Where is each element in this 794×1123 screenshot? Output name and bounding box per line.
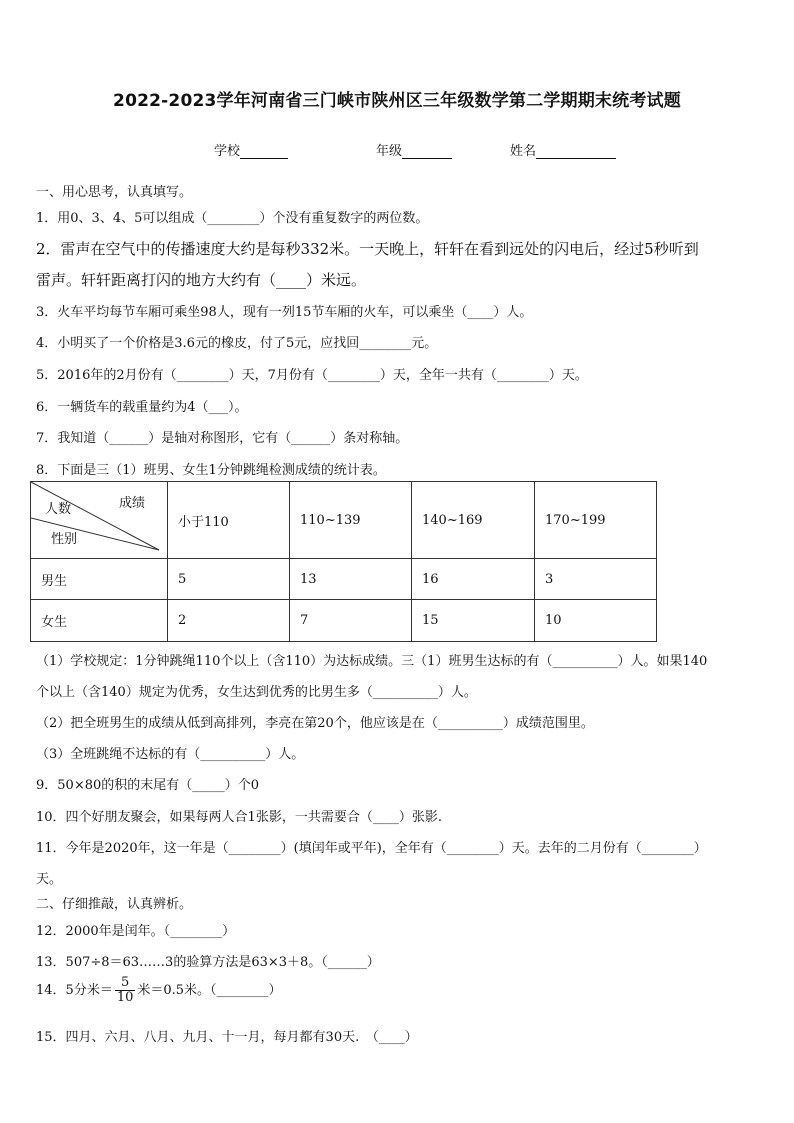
grade-blank[interactable]: [402, 144, 452, 159]
fraction-denominator: 10: [116, 990, 134, 1005]
header-cell: 小于110: [168, 482, 290, 559]
question-8-3: （3）全班跳绳不达标的有（__________）人。: [36, 747, 305, 762]
question-6: 6．一辆货车的载重量约为4（___）。: [36, 400, 248, 415]
corner-score-label: 成绩: [119, 496, 146, 511]
page-title: 2022-2023学年河南省三门峡市陕州区三年级数学第二学期期末统考试题: [113, 91, 681, 111]
table-row-boys: [31, 559, 657, 600]
question-11-line-2: 天。: [36, 872, 63, 887]
school-blank[interactable]: [240, 144, 288, 159]
section-1-heading: 一、用心思考，认真填写。: [36, 185, 193, 200]
fraction-numerator: 5: [115, 976, 136, 991]
question-11-line-1: 11．今年是2020年，这一年是（________）(填闰年或平年)，全年有（________）天。去年的二月份有（________）: [36, 841, 707, 856]
name-label: 姓名: [510, 144, 537, 159]
question-2-line-1: 2．雷声在空气中的传播速度大约是每秒332米。一天晚上，轩轩在看到远处的闪电后，经过5秒听到: [36, 240, 699, 258]
question-8-2: （2）把全班男生的成绩从低到高排列，李亮在第20个，他应该是在（__________）成绩范围里。: [36, 716, 594, 731]
table-cell: 7: [290, 600, 412, 642]
grade-field: [376, 140, 452, 159]
question-9: 9．50×80的积的末尾有（_____）个0: [36, 778, 260, 793]
section-2-heading: 二、仔细推敲，认真辨析。: [36, 897, 193, 912]
row-label: 男生: [31, 559, 168, 600]
question-8: 8．下面是三（1）班男、女生1分钟跳绳检测成绩的统计表。: [36, 463, 386, 478]
q14-suffix: 米＝0.5米。（________）: [137, 983, 282, 998]
table-cell: 2: [168, 600, 290, 642]
table-cell: 13: [290, 559, 412, 600]
question-2-line-2: 雷声。轩轩距离打闪的地方大约有（____）米远。: [36, 271, 367, 289]
corner-count-label: 人数: [45, 502, 72, 517]
table-cell: 16: [412, 559, 535, 600]
question-10: 10．四个好朋友聚会，如果每两人合1张影，一共需要合（____）张影.: [36, 810, 442, 825]
question-4: 4．小明买了一个价格是3.6元的橡皮，付了5元，应找回________元。: [36, 336, 438, 351]
question-14: [36, 976, 282, 1005]
question-8-1-line-2: 个以上（含140）规定为优秀，女生达到优秀的比男生多（__________）人。: [36, 685, 477, 700]
table-corner-header: [31, 482, 168, 559]
question-8-1-line-1: （1）学校规定：1分钟跳绳110个以上（含110）为达标成绩。三（1）班男生达标的有（__________）人。如果140: [36, 654, 708, 669]
question-13: 13．507÷8＝63……3的验算方法是63×3＋8。（______）: [36, 955, 380, 970]
question-1: 1．用0、3、4、5可以组成（________）个没有重复数字的两位数。: [36, 211, 429, 226]
corner-gender-label: 性别: [51, 532, 78, 547]
table-row-girls: [31, 600, 657, 642]
school-field: [214, 140, 288, 159]
header-cell: 140~169: [412, 482, 535, 559]
name-blank[interactable]: [536, 144, 616, 159]
q14-prefix: 14．5分米＝: [36, 983, 113, 998]
jump-rope-stats-table: [30, 481, 657, 642]
school-label: 学校: [214, 144, 241, 159]
question-12: 12．2000年是闰年。（________）: [36, 924, 236, 939]
table-cell: 3: [535, 559, 657, 600]
grade-label: 年级: [376, 144, 403, 159]
table-cell: 5: [168, 559, 290, 600]
question-3: 3．火车平均每节车厢可乘坐98人，现有一列15节车厢的火车，可以乘坐（____）人。: [36, 305, 533, 320]
question-5: 5．2016年的2月份有（________）天，7月份有（________）天，全年一共有（________）天。: [36, 368, 588, 383]
header-cell: 170~199: [535, 482, 657, 559]
row-label: 女生: [31, 600, 168, 642]
table-cell: 10: [535, 600, 657, 642]
name-field: [510, 140, 616, 159]
fraction-five-tenths: [115, 976, 136, 1005]
header-cell: 110~139: [290, 482, 412, 559]
question-7: 7．我知道（______）是轴对称图形，它有（______）条对称轴。: [36, 431, 409, 446]
question-15: 15．四月、六月、八月、九月、十一月，每月都有30天. （____）: [36, 1030, 418, 1045]
table-cell: 15: [412, 600, 535, 642]
